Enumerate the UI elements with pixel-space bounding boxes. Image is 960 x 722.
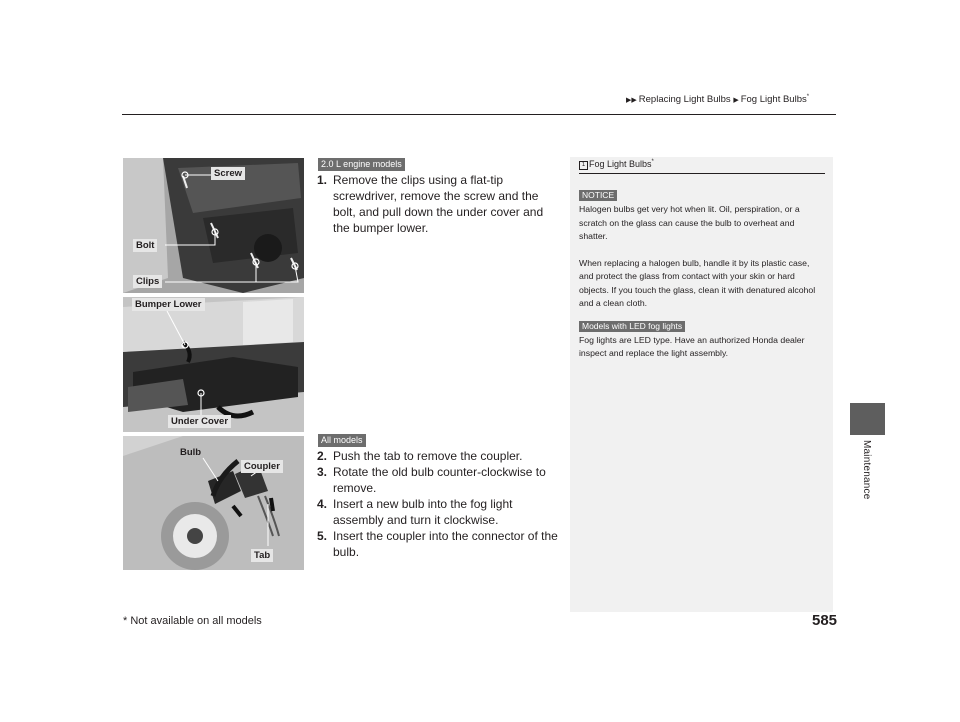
halogen-handling-text: When replacing a halogen bulb, handle it by its plastic case, and protect the glass from contact with your skin or hard objects. If you touch the glass, clean it with denatured alcohol and a clean cloth. <box>579 257 816 308</box>
header-rule <box>122 114 836 115</box>
breadcrumb-item-replacing-light-bulbs[interactable]: Replacing Light Bulbs <box>638 94 731 106</box>
section-tab-marker <box>850 403 885 435</box>
label-bulb: Bulb <box>180 447 202 458</box>
step-list-2 <box>317 448 561 560</box>
notes-title-text: Fog Light Bulbs <box>589 159 652 169</box>
label-clips: Clips <box>133 275 162 288</box>
notice-text: Halogen bulbs get very hot when lit. Oil, perspiration, or a scratch on the glass can cause the bulb to overheat and shatter. <box>579 204 800 241</box>
step-text: Rotate the old bulb counter-clockwise to remove. <box>333 465 546 495</box>
step-number: 4. <box>317 497 328 511</box>
figure-under-cover-fasteners <box>123 158 304 293</box>
section-tab-label: Maintenance <box>861 440 872 500</box>
step-item <box>317 448 561 464</box>
double-arrow-icon: ▶▶ <box>626 97 637 105</box>
arrow-icon: ▶ <box>733 97 739 105</box>
badge-engine-models: 2.0 L engine models <box>318 158 405 171</box>
label-bolt: Bolt <box>133 239 157 252</box>
notes-panel <box>570 157 833 612</box>
asterisk-mark: * <box>806 94 810 100</box>
label-tab: Tab <box>251 549 273 562</box>
label-coupler: Coupler <box>241 460 283 473</box>
step-text: Insert a new bulb into the fog light assembly and turn it clockwise. <box>333 497 513 527</box>
fog-light-bulb-illustration <box>123 436 304 570</box>
led-models-badge: Models with LED fog lights <box>579 321 685 332</box>
step-number: 3. <box>317 465 328 479</box>
led-text: Fog lights are LED type. Have an authorized Honda dealer inspect and replace the light assembly. <box>579 334 805 358</box>
step-item <box>317 464 561 496</box>
step-number: 5. <box>317 529 328 543</box>
step-text: Push the tab to remove the coupler. <box>333 449 523 463</box>
step-number: 2. <box>317 449 328 463</box>
step-item <box>317 528 561 560</box>
asterisk-mark: * <box>651 159 654 165</box>
step-item <box>317 172 561 236</box>
step-item <box>317 496 561 528</box>
step-text: Remove the clips using a flat-tip screwdriver, remove the screw and the bolt, and pull down the under cover and the bumper lower. <box>333 173 544 235</box>
step-list-1 <box>317 172 561 236</box>
figure-bulb-coupler <box>123 436 304 570</box>
page-number: 585 <box>812 612 838 629</box>
step-number: 1. <box>317 173 328 187</box>
label-screw: Screw <box>211 167 245 180</box>
label-bumper-lower: Bumper Lower <box>132 298 205 311</box>
notes-title <box>579 159 825 170</box>
step-text: Insert the coupler into the connector of the bulb. <box>333 529 558 559</box>
reference-icon: 1 <box>579 161 588 170</box>
notes-rule <box>579 173 825 174</box>
badge-all-models: All models <box>318 434 366 447</box>
bumper-lower-illustration <box>123 297 304 432</box>
figure-bumper-lower-under-cover <box>123 297 304 432</box>
breadcrumb <box>626 94 809 105</box>
breadcrumb-item-fog-light-bulbs[interactable]: Fog Light Bulbs <box>740 94 807 106</box>
notice-badge: NOTICE <box>579 190 617 201</box>
footnote: * Not available on all models <box>123 615 262 627</box>
label-under-cover: Under Cover <box>168 415 231 428</box>
